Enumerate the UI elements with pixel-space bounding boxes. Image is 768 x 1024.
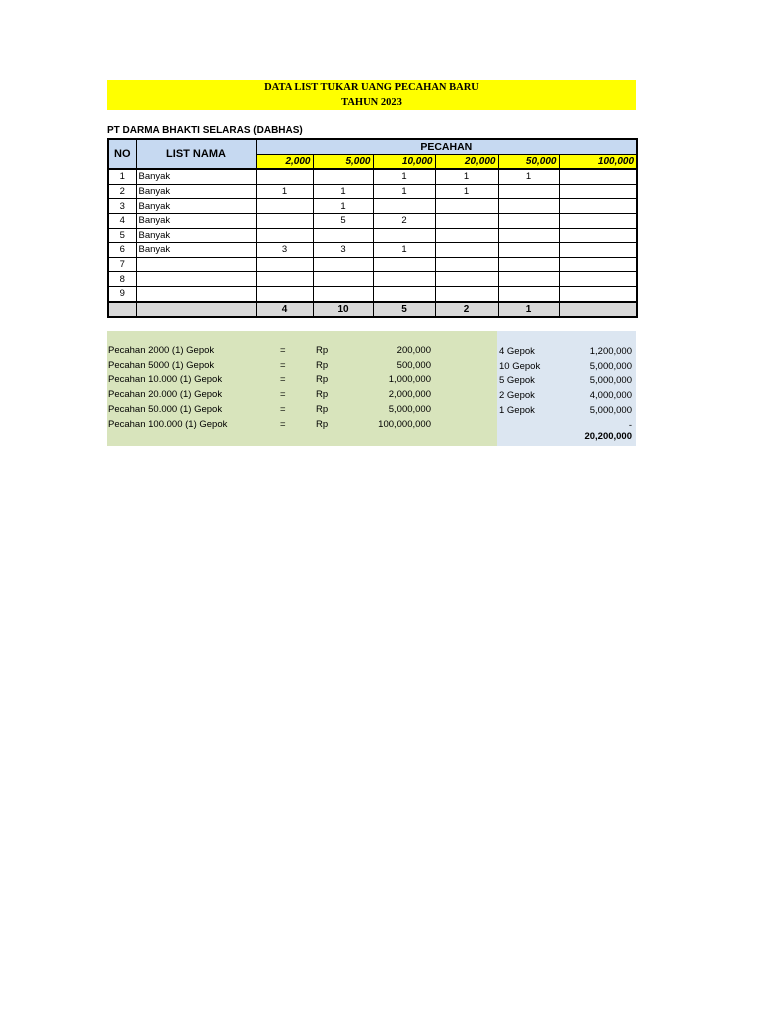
row-no: 4 xyxy=(108,213,136,228)
denom-5000: 5,000 xyxy=(313,154,373,169)
row-no: 6 xyxy=(108,243,136,258)
equals-sign: = xyxy=(280,418,286,430)
row-count-cell xyxy=(498,228,559,243)
col-header-no: NO xyxy=(108,139,136,169)
col-header-pecahan: PECAHAN xyxy=(256,139,637,154)
total-count-cell xyxy=(559,302,637,318)
row-count-cell xyxy=(559,257,637,272)
totals-blank-cell xyxy=(136,302,256,318)
totals-blank-cell xyxy=(108,302,136,318)
rate-amount: 100,000,000 xyxy=(378,418,431,430)
row-count-cell xyxy=(498,286,559,301)
row-no: 5 xyxy=(108,228,136,243)
row-count-cell: 1 xyxy=(373,243,435,258)
summary-totals-panel xyxy=(497,331,636,446)
row-count-cell xyxy=(435,272,498,287)
row-no: 9 xyxy=(108,286,136,301)
total-count-cell: 1 xyxy=(498,302,559,318)
gepok-count: 4 Gepok xyxy=(499,346,535,357)
row-nama xyxy=(136,257,256,272)
gepok-amount: - xyxy=(628,419,632,431)
gepok-row xyxy=(497,419,636,434)
row-count-cell xyxy=(498,243,559,258)
row-count-cell: 1 xyxy=(313,199,373,214)
row-count-cell xyxy=(373,286,435,301)
total-count-cell: 2 xyxy=(435,302,498,318)
table-row xyxy=(108,272,637,287)
gepok-amount: 5,000,000 xyxy=(589,404,632,416)
currency-label: Rp xyxy=(316,418,329,430)
row-count-cell xyxy=(256,286,313,301)
row-count-cell xyxy=(313,286,373,301)
row-count-cell xyxy=(559,213,637,228)
row-count-cell: 3 xyxy=(313,243,373,258)
total-count-cell: 5 xyxy=(373,302,435,318)
rate-amount: 500,000 xyxy=(396,359,431,371)
total-count-cell: 10 xyxy=(313,302,373,318)
gepok-amount: 5,000,000 xyxy=(589,360,632,372)
row-count-cell xyxy=(256,213,313,228)
row-no: 1 xyxy=(108,169,136,184)
row-nama: Banyak xyxy=(136,199,256,214)
currency-label: Rp xyxy=(316,389,329,401)
row-count-cell xyxy=(373,272,435,287)
row-count-cell: 1 xyxy=(498,169,559,184)
row-no: 3 xyxy=(108,199,136,214)
denom-100000: 100,000 xyxy=(559,154,637,169)
row-count-cell: 1 xyxy=(313,184,373,199)
row-count-cell xyxy=(559,184,637,199)
rate-row xyxy=(107,418,497,433)
currency-label: Rp xyxy=(316,345,329,356)
row-count-cell xyxy=(498,184,559,199)
row-count-cell xyxy=(435,213,498,228)
row-count-cell xyxy=(498,213,559,228)
row-count-cell: 2 xyxy=(373,213,435,228)
rate-row xyxy=(107,359,497,374)
row-count-cell: 1 xyxy=(373,184,435,199)
row-count-cell xyxy=(373,257,435,272)
table-row xyxy=(108,199,637,214)
row-nama: Banyak xyxy=(136,213,256,228)
row-count-cell: 1 xyxy=(256,184,313,199)
currency-label: Rp xyxy=(316,374,329,386)
company-name: PT DARMA BHAKTI SELARAS (DABHAS) xyxy=(107,125,303,136)
row-nama xyxy=(136,272,256,287)
row-count-cell: 1 xyxy=(435,184,498,199)
row-nama xyxy=(136,286,256,301)
table-row xyxy=(108,184,637,199)
row-count-cell xyxy=(313,257,373,272)
table-row xyxy=(108,169,637,184)
rate-row xyxy=(107,373,497,388)
table-row xyxy=(108,213,637,228)
row-count-cell xyxy=(373,199,435,214)
gepok-count: 10 Gepok xyxy=(499,360,541,372)
row-count-cell xyxy=(256,272,313,287)
table-row xyxy=(108,286,637,301)
row-count-cell xyxy=(498,199,559,214)
row-count-cell xyxy=(256,257,313,272)
rate-row xyxy=(107,388,497,403)
title-line-2: TAHUN 2023 xyxy=(341,97,402,108)
table-row xyxy=(108,243,637,258)
row-count-cell: 5 xyxy=(313,213,373,228)
rate-amount: 2,000,000 xyxy=(388,389,431,401)
rate-amount: 200,000 xyxy=(396,345,431,356)
row-no: 7 xyxy=(108,257,136,272)
row-count-cell xyxy=(313,228,373,243)
denom-50000: 50,000 xyxy=(498,154,559,169)
total-count-cell: 4 xyxy=(256,302,313,318)
rate-row xyxy=(107,344,497,359)
rate-amount: 5,000,000 xyxy=(388,403,431,415)
row-count-cell xyxy=(559,228,637,243)
row-count-cell xyxy=(559,199,637,214)
row-count-cell xyxy=(256,199,313,214)
rate-amount: 1,000,000 xyxy=(388,374,431,386)
denom-10000: 10,000 xyxy=(373,154,435,169)
gepok-row xyxy=(497,404,636,419)
row-count-cell xyxy=(435,228,498,243)
equals-sign: = xyxy=(280,403,286,415)
row-count-cell xyxy=(435,286,498,301)
exchange-table xyxy=(107,138,638,318)
gepok-row xyxy=(497,360,636,375)
row-count-cell xyxy=(256,169,313,184)
row-count-cell xyxy=(435,257,498,272)
equals-sign: = xyxy=(280,359,286,371)
table-row xyxy=(108,257,637,272)
row-nama: Banyak xyxy=(136,169,256,184)
gepok-row xyxy=(497,345,636,360)
row-count-cell: 1 xyxy=(435,169,498,184)
row-nama: Banyak xyxy=(136,228,256,243)
gepok-amount: 4,000,000 xyxy=(589,390,632,402)
rate-label: Pecahan 50.000 (1) Gepok xyxy=(108,403,223,415)
col-header-list-nama: LIST NAMA xyxy=(136,139,256,169)
row-count-cell xyxy=(373,228,435,243)
denom-2000: 2,000 xyxy=(256,154,313,169)
title-line-1: DATA LIST TUKAR UANG PECAHAN BARU xyxy=(264,82,479,93)
denom-20000: 20,000 xyxy=(435,154,498,169)
row-count-cell xyxy=(498,272,559,287)
totals-row xyxy=(108,302,637,318)
currency-label: Rp xyxy=(316,359,329,371)
row-count-cell xyxy=(256,228,313,243)
table-header-row xyxy=(108,139,637,154)
rate-label: Pecahan 20.000 (1) Gepok xyxy=(108,389,223,401)
row-no: 2 xyxy=(108,184,136,199)
row-no: 8 xyxy=(108,272,136,287)
row-nama: Banyak xyxy=(136,243,256,258)
row-count-cell xyxy=(313,169,373,184)
grand-total-value: 20,200,000 xyxy=(584,431,632,442)
rate-label: Pecahan 100.000 (1) Gepok xyxy=(108,418,228,430)
table-row xyxy=(108,228,637,243)
summary-rates-panel xyxy=(107,331,497,446)
gepok-row xyxy=(497,374,636,389)
row-count-cell: 3 xyxy=(256,243,313,258)
title-band xyxy=(107,80,636,110)
row-count-cell xyxy=(435,199,498,214)
currency-label: Rp xyxy=(316,403,329,415)
equals-sign: = xyxy=(280,374,286,386)
gepok-count: 2 Gepok xyxy=(499,390,535,402)
row-count-cell: 1 xyxy=(373,169,435,184)
row-nama: Banyak xyxy=(136,184,256,199)
rate-label: Pecahan 5000 (1) Gepok xyxy=(108,359,215,371)
rate-label: Pecahan 2000 (1) Gepok xyxy=(108,345,215,356)
row-count-cell xyxy=(313,272,373,287)
row-count-cell xyxy=(559,286,637,301)
row-count-cell xyxy=(559,169,637,184)
row-count-cell xyxy=(498,257,559,272)
row-count-cell xyxy=(435,243,498,258)
gepok-count: 5 Gepok xyxy=(499,375,535,387)
summary-section xyxy=(107,331,636,446)
row-count-cell xyxy=(559,272,637,287)
rate-label: Pecahan 10.000 (1) Gepok xyxy=(108,374,223,386)
row-count-cell xyxy=(559,243,637,258)
gepok-amount: 5,000,000 xyxy=(589,375,632,387)
equals-sign: = xyxy=(280,389,286,401)
gepok-count: 1 Gepok xyxy=(499,404,535,416)
gepok-row xyxy=(497,389,636,404)
equals-sign: = xyxy=(280,345,286,356)
rate-row xyxy=(107,403,497,418)
gepok-amount: 1,200,000 xyxy=(589,346,632,357)
